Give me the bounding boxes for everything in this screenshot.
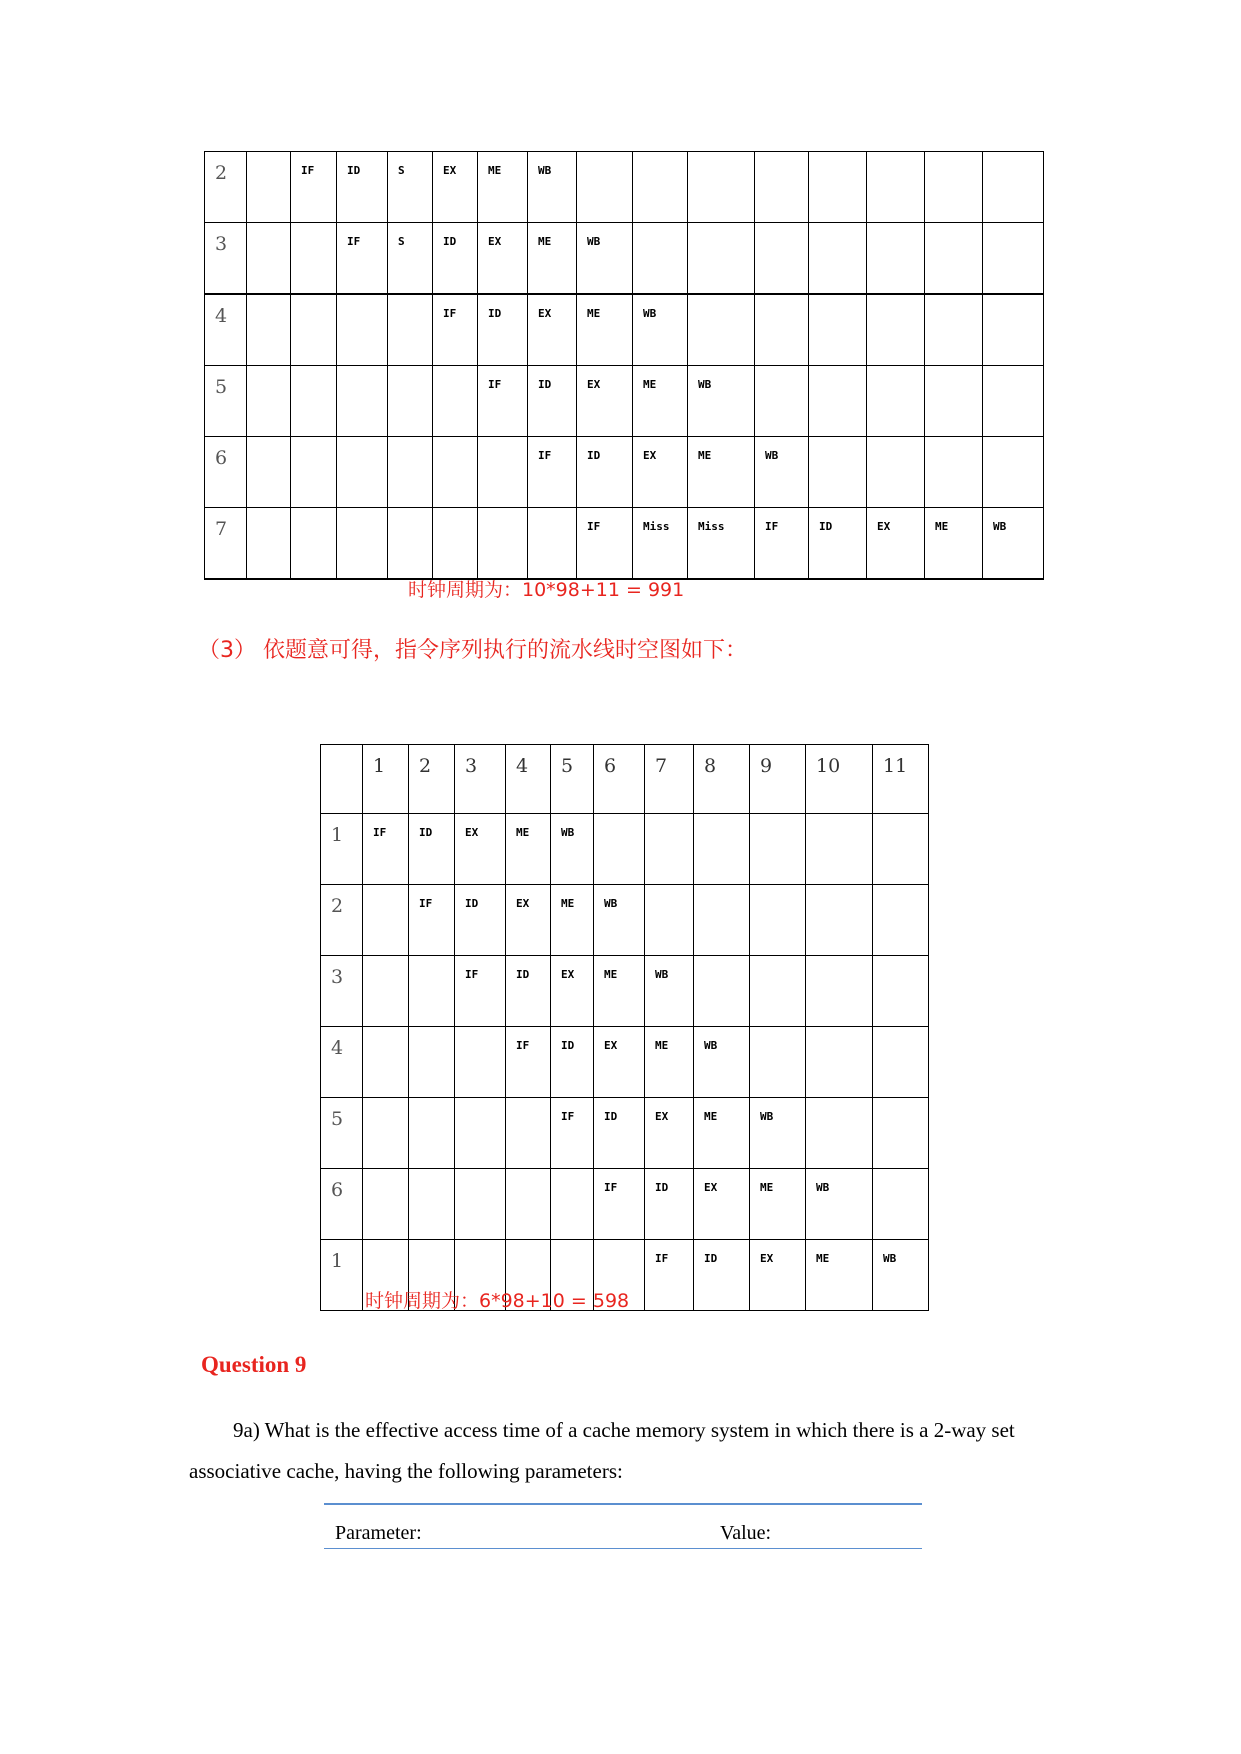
stage-cell — [867, 366, 925, 437]
stage-cell: ID — [337, 152, 388, 223]
stage-cell: ID — [594, 1098, 645, 1169]
stage-cell — [694, 956, 750, 1027]
stage-cell — [983, 152, 1044, 223]
stage-cell — [806, 1027, 873, 1098]
stage-cell: WB — [694, 1027, 750, 1098]
stage-cell — [755, 366, 809, 437]
stage-cell — [528, 508, 577, 580]
table-row — [321, 1098, 929, 1169]
stage-cell: ME — [551, 885, 594, 956]
stage-cell: WB — [594, 885, 645, 956]
question-text-line-1: 9a) What is the effective access time of a cache memory system in which there is a 2-way set — [233, 1418, 1015, 1442]
stage-cell — [388, 508, 433, 580]
stage-cell — [809, 223, 867, 295]
row-label: 6 — [205, 437, 247, 508]
stage-cell: IF — [433, 294, 478, 366]
stage-cell — [873, 885, 929, 956]
stage-cell — [867, 294, 925, 366]
stage-cell — [337, 294, 388, 366]
table-header-row — [321, 745, 929, 814]
stage-cell — [925, 152, 983, 223]
stage-cell: WB — [528, 152, 577, 223]
stage-cell — [867, 223, 925, 295]
table-row — [205, 152, 1044, 223]
stage-cell — [455, 1027, 506, 1098]
stage-cell: ID — [551, 1027, 594, 1098]
stage-cell: WB — [873, 1240, 929, 1311]
stage-cell: ID — [577, 437, 633, 508]
stage-cell: IF — [506, 1027, 551, 1098]
stage-cell: EX — [577, 366, 633, 437]
stage-cell — [867, 152, 925, 223]
stage-cell — [409, 956, 455, 1027]
stage-cell — [633, 152, 688, 223]
stage-cell: IF — [363, 814, 409, 885]
stage-cell — [806, 814, 873, 885]
stage-cell: WB — [750, 1098, 806, 1169]
stage-cell: IF — [337, 223, 388, 295]
stage-cell: WB — [806, 1169, 873, 1240]
row-label: 3 — [321, 956, 363, 1027]
header-cell: 7 — [645, 745, 694, 814]
stage-cell — [645, 885, 694, 956]
row-label: 3 — [205, 223, 247, 295]
stage-cell — [291, 223, 337, 295]
stage-cell: EX — [478, 223, 528, 295]
stage-cell: WB — [633, 294, 688, 366]
stage-cell — [750, 885, 806, 956]
stage-cell — [755, 294, 809, 366]
stage-cell — [363, 1027, 409, 1098]
stage-cell: IF — [551, 1098, 594, 1169]
row-label: 1 — [321, 1240, 363, 1311]
stage-cell: IF — [478, 366, 528, 437]
stage-cell — [755, 152, 809, 223]
stage-cell — [755, 223, 809, 295]
stage-cell: ME — [806, 1240, 873, 1311]
stage-cell: EX — [694, 1169, 750, 1240]
header-cell: 8 — [694, 745, 750, 814]
stage-cell: EX — [455, 814, 506, 885]
clock-cycle-result-2: 时钟周期为：6*98+10 = 598 — [365, 1290, 630, 1312]
stage-cell — [806, 1098, 873, 1169]
stage-cell: S — [388, 152, 433, 223]
stage-cell: EX — [594, 1027, 645, 1098]
stage-cell — [247, 152, 291, 223]
header-cell: 9 — [750, 745, 806, 814]
stage-cell: WB — [551, 814, 594, 885]
param-header-value: Value: — [720, 1522, 772, 1544]
row-label: 5 — [205, 366, 247, 437]
stage-cell — [388, 366, 433, 437]
stage-cell: IF — [577, 508, 633, 580]
stage-cell: IF — [455, 956, 506, 1027]
header-cell: 6 — [594, 745, 645, 814]
clock-cycle-result-1: 时钟周期为：10*98+11 = 991 — [408, 579, 685, 601]
stage-cell — [506, 1169, 551, 1240]
header-cell — [321, 745, 363, 814]
stage-cell: ME — [577, 294, 633, 366]
stage-cell: ID — [455, 885, 506, 956]
stage-cell — [247, 294, 291, 366]
stage-cell: ME — [694, 1098, 750, 1169]
stage-cell — [455, 1169, 506, 1240]
stage-cell — [506, 1098, 551, 1169]
stage-cell — [688, 152, 755, 223]
stage-cell: Miss — [688, 508, 755, 580]
stage-cell — [925, 294, 983, 366]
table-row — [321, 1169, 929, 1240]
stage-cell — [247, 366, 291, 437]
stage-cell: WB — [577, 223, 633, 295]
stage-cell: IF — [528, 437, 577, 508]
stage-cell: EX — [433, 152, 478, 223]
pipeline-table-2 — [320, 744, 929, 1311]
stage-cell — [363, 1098, 409, 1169]
question-title: Question 9 — [201, 1352, 307, 1377]
stage-cell — [409, 1027, 455, 1098]
stage-cell: ME — [645, 1027, 694, 1098]
stage-cell: ID — [528, 366, 577, 437]
stage-cell — [809, 366, 867, 437]
stage-cell: Miss — [633, 508, 688, 580]
stage-cell: ID — [433, 223, 478, 295]
stage-cell — [478, 508, 528, 580]
stage-cell — [337, 437, 388, 508]
stage-cell — [809, 437, 867, 508]
stage-cell — [645, 814, 694, 885]
stage-cell — [983, 437, 1044, 508]
stage-cell — [809, 294, 867, 366]
stage-cell — [247, 508, 291, 580]
stage-cell — [925, 223, 983, 295]
stage-cell: WB — [688, 366, 755, 437]
table-row — [205, 223, 1044, 295]
row-label: 2 — [321, 885, 363, 956]
stage-cell — [478, 437, 528, 508]
stage-cell — [433, 366, 478, 437]
row-label: 4 — [205, 294, 247, 366]
stage-cell — [750, 814, 806, 885]
stage-cell: ME — [633, 366, 688, 437]
table-row — [321, 1027, 929, 1098]
stage-cell — [551, 1169, 594, 1240]
stage-cell: EX — [528, 294, 577, 366]
header-cell: 4 — [506, 745, 551, 814]
header-cell: 3 — [455, 745, 506, 814]
table-row — [321, 814, 929, 885]
stage-cell: ID — [694, 1240, 750, 1311]
stage-cell: IF — [645, 1240, 694, 1311]
header-cell: 5 — [551, 745, 594, 814]
stage-cell: WB — [645, 956, 694, 1027]
stage-cell: ME — [528, 223, 577, 295]
stage-cell — [867, 437, 925, 508]
stage-cell: S — [388, 223, 433, 295]
stage-cell — [873, 1169, 929, 1240]
stage-cell — [694, 885, 750, 956]
stage-cell: EX — [506, 885, 551, 956]
step-3-heading: （3） 依题意可得，指令序列执行的流水线时空图如下： — [198, 638, 747, 663]
stage-cell — [750, 956, 806, 1027]
stage-cell: ID — [645, 1169, 694, 1240]
stage-cell — [433, 508, 478, 580]
stage-cell: EX — [867, 508, 925, 580]
stage-cell: ID — [809, 508, 867, 580]
stage-cell — [388, 294, 433, 366]
stage-cell — [694, 814, 750, 885]
stage-cell — [247, 437, 291, 508]
table-row — [321, 956, 929, 1027]
stage-cell — [809, 152, 867, 223]
header-cell: 2 — [409, 745, 455, 814]
stage-cell: IF — [291, 152, 337, 223]
stage-cell — [806, 956, 873, 1027]
stage-cell — [594, 814, 645, 885]
stage-cell: ME — [478, 152, 528, 223]
stage-cell — [409, 1098, 455, 1169]
stage-cell: ID — [478, 294, 528, 366]
stage-cell: ME — [750, 1169, 806, 1240]
stage-cell — [925, 437, 983, 508]
stage-cell — [388, 437, 433, 508]
row-label: 1 — [321, 814, 363, 885]
param-header-parameter: Parameter: — [335, 1522, 422, 1544]
row-label: 5 — [321, 1098, 363, 1169]
stage-cell — [291, 366, 337, 437]
stage-cell — [363, 885, 409, 956]
stage-cell: IF — [755, 508, 809, 580]
table-row — [205, 294, 1044, 366]
stage-cell — [983, 223, 1044, 295]
row-label: 4 — [321, 1027, 363, 1098]
stage-cell — [873, 1098, 929, 1169]
stage-cell: ME — [594, 956, 645, 1027]
stage-cell — [688, 223, 755, 295]
stage-cell — [433, 437, 478, 508]
row-label: 2 — [205, 152, 247, 223]
stage-cell — [247, 223, 291, 295]
stage-cell — [363, 1169, 409, 1240]
stage-cell — [873, 1027, 929, 1098]
stage-cell: IF — [594, 1169, 645, 1240]
stage-cell — [363, 956, 409, 1027]
stage-cell: ID — [409, 814, 455, 885]
param-table-header-rule — [324, 1548, 922, 1549]
stage-cell — [577, 152, 633, 223]
pipeline-table-1 — [204, 151, 1044, 580]
stage-cell — [337, 508, 388, 580]
stage-cell — [337, 366, 388, 437]
stage-cell — [806, 885, 873, 956]
stage-cell — [291, 437, 337, 508]
stage-cell: ME — [925, 508, 983, 580]
stage-cell: EX — [750, 1240, 806, 1311]
stage-cell — [455, 1098, 506, 1169]
row-label: 6 — [321, 1169, 363, 1240]
stage-cell — [688, 294, 755, 366]
stage-cell: ME — [688, 437, 755, 508]
stage-cell — [983, 366, 1044, 437]
stage-cell: WB — [755, 437, 809, 508]
table-row — [205, 366, 1044, 437]
table-row — [321, 885, 929, 956]
stage-cell — [873, 814, 929, 885]
question-text-line-2: associative cache, having the following parameters: — [189, 1459, 623, 1483]
stage-cell: ME — [506, 814, 551, 885]
stage-cell: ID — [506, 956, 551, 1027]
stage-cell — [925, 366, 983, 437]
param-table-top-rule — [324, 1503, 922, 1505]
stage-cell: IF — [409, 885, 455, 956]
stage-cell — [409, 1169, 455, 1240]
stage-cell: EX — [633, 437, 688, 508]
row-label: 7 — [205, 508, 247, 580]
stage-cell — [633, 223, 688, 295]
header-cell: 10 — [806, 745, 873, 814]
stage-cell — [291, 294, 337, 366]
table-row — [205, 508, 1044, 580]
stage-cell: EX — [645, 1098, 694, 1169]
stage-cell — [983, 294, 1044, 366]
stage-cell: EX — [551, 956, 594, 1027]
stage-cell — [291, 508, 337, 580]
stage-cell: WB — [983, 508, 1044, 580]
table-row — [205, 437, 1044, 508]
header-cell: 1 — [363, 745, 409, 814]
header-cell: 11 — [873, 745, 929, 814]
stage-cell — [750, 1027, 806, 1098]
stage-cell — [873, 956, 929, 1027]
